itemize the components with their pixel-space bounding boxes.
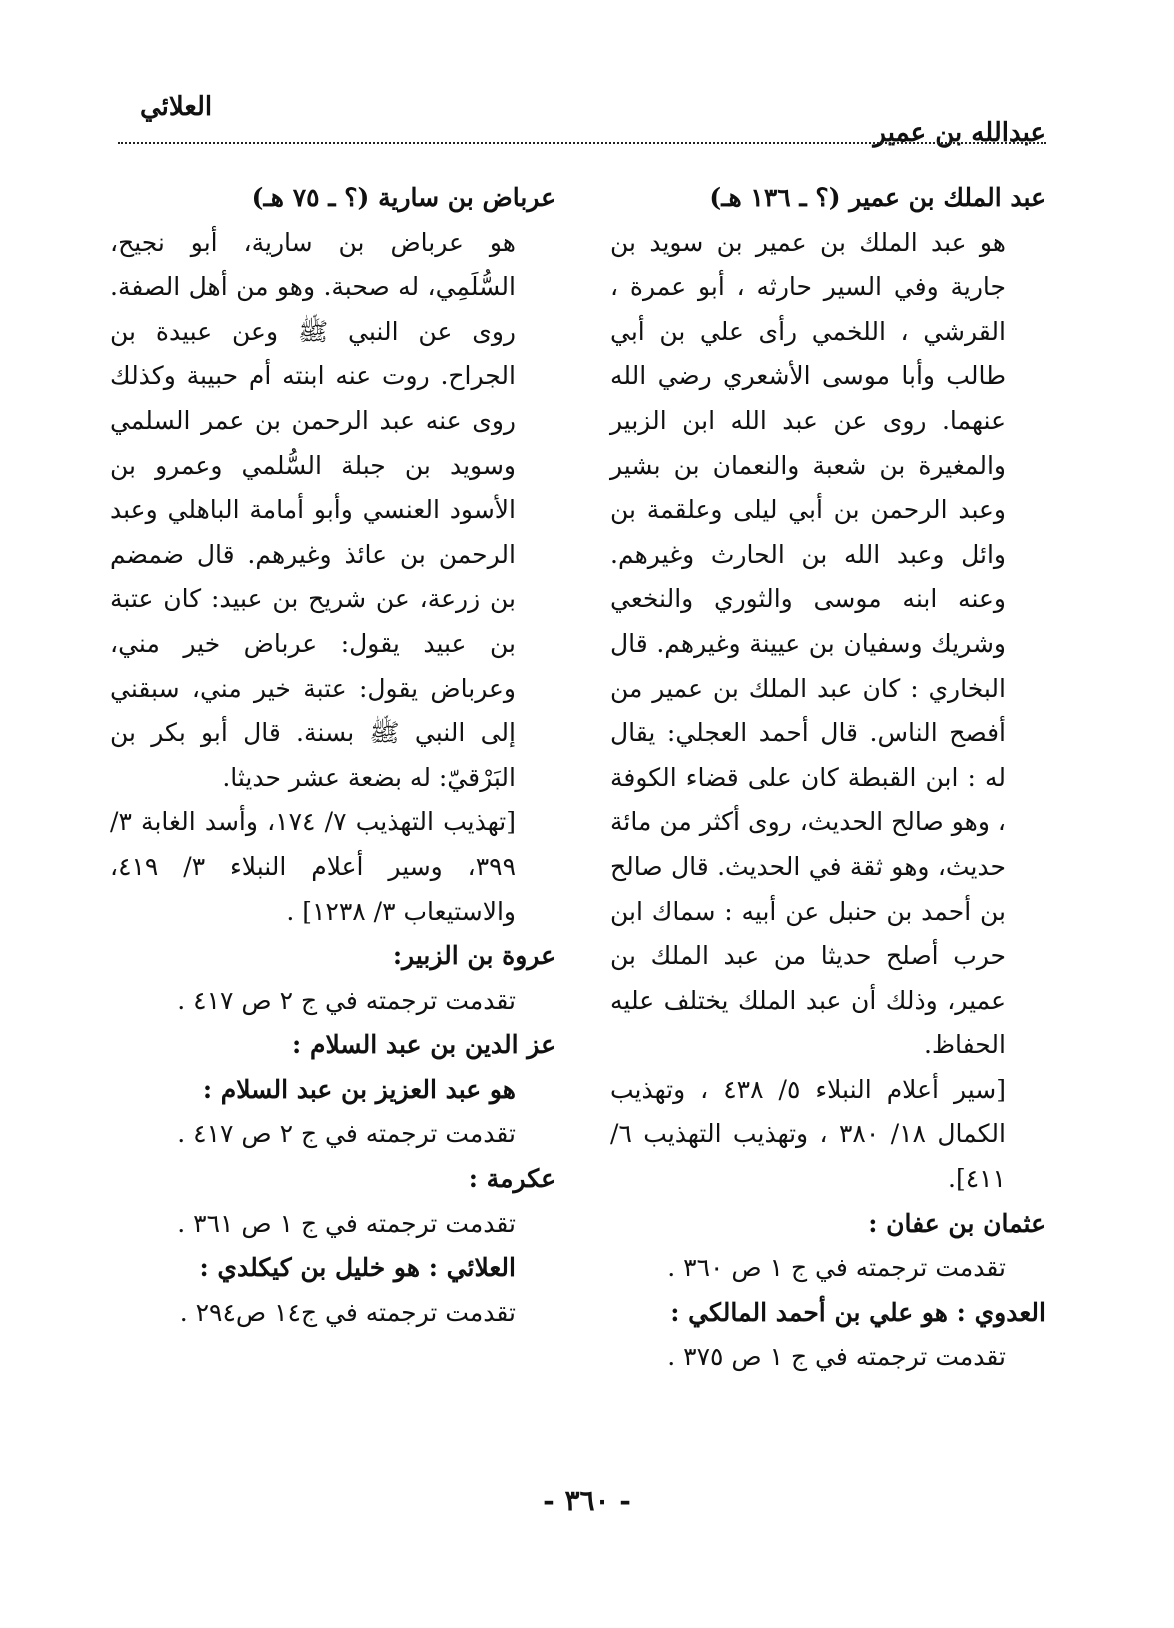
header-dotted-rule [118,142,1046,144]
entry-subheading: هو عبد العزيز بن عبد السلام : [202,1074,516,1104]
entry-body: هو عرباض بن سارية، أبو نجيح، السُّلَمِي، له صحبة. وهو من أهل الصفة. روى عن النبي ﷺ وعن عبيدة بن الجراح. روت عنه ابنته أم حبيبة وكذلك روى عنه عبد الرحمن بن عمر السلمي وسويد بن جبلة السُّلمي وعمرو بن الأسود العنسي وأبو أمامة الباهلي وعبد الرحمن بن عائذ وغيرهم. قال ضمضم بن زرعة، عن شريح بن عبيد: كان عتبة بن عبيد يقول: عرباض خير مني، وعرباض يقول: عتبة خير مني، سبقني إلى النبي ﷺ بسنة. قال أبو بكر بن البَرْقيّ: له بضعة عشر حديثا. [110,227,516,792]
entry-heading: عرباض بن سارية (؟ ـ ٧٥ هـ) [251,183,556,212]
cross-reference-note: تقدمت ترجمته في ج١٤ ص٢٩٤ . [179,1297,516,1327]
entry-heading: العدوي : هو علي بن أحمد المالكي : [670,1297,1046,1327]
cross-reference-note: تقدمت ترجمته في ج ٢ ص ٤١٧ . [177,1119,516,1149]
entry-heading: العلائي : هو خليل بن كيكلدي : [199,1253,516,1283]
entry-references: [تهذيب التهذيب ٧/ ١٧٤، وأسد الغابة ٣/ ٣٩٩، وسير أعلام النبلاء ٣/ ٤١٩، والاستيعاب ٣/ ١٢٣٨] . [110,807,517,926]
entry-heading: عكرمة : [468,1164,556,1194]
entry-heading: عروة بن الزبير: [392,941,556,971]
cross-reference-note: تقدمت ترجمته في ج ١ ص ٣٦١ . [177,1208,516,1238]
running-header-left: العلائي [140,92,213,122]
entry-references: [سير أعلام النبلاء ٥/ ٤٣٨ ، وتهذيب الكمال ١٨/ ٣٨٠ ، وتهذيب التهذيب ٦/ ٤١١]. [610,1074,1006,1194]
cross-reference-note: تقدمت ترجمته في ج ١ ص ٣٧٥ . [667,1342,1006,1372]
cross-reference-note: تقدمت ترجمته في ج ٢ ص ٤١٧ . [177,985,516,1015]
running-header-right: عبدالله بن عمير [873,118,1046,148]
entry-heading: عز الدين بن عبد السلام : [292,1030,556,1060]
entry-heading: عثمان بن عفان : [868,1208,1046,1238]
entry-body: هو عبد الملك بن عمير بن سويد بن جارية وفي السير حارثه ، أبو عمرة ، القرشي ، اللخمي رأى علي بن أبي طالب وأبا موسى الأشعري رضي الله عنهما. روى عن عبد الله ابن الزبير والمغيرة بن شعبة والنعمان بن بشير وعبد الرحمن بن أبي ليلى وعلقمة بن وائل وعبد الله بن الحارث وغيرهم. وعنه ابنه موسى والثوري والنخعي وشريك وسفيان بن عيينة وغيرهم. قال البخاري : كان عبد الملك بن عمير من أفصح الناس. قال أحمد العجلي: يقال له : ابن القبطة كان على قضاء الكوفة ، وهو صالح الحديث، روى أكثر من مائة حديث، وهو ثقة في الحديث. قال صالح بن أحمد بن حنبل عن أبيه : سماك ابن حرب أصلح حديثا من عبد الملك بن عمير، وذلك أن عبد الملك يختلف عليه الحفاظ. [610,227,1006,1060]
right-column [610,176,1046,1380]
left-column [110,176,556,1335]
page-number: - ٣٦٠ - [543,1484,631,1517]
cross-reference-note: تقدمت ترجمته في ج ١ ص ٣٦٠ . [667,1253,1006,1283]
entry-heading: عبد الملك بن عمير (؟ ـ ١٣٦ هـ) [709,183,1046,212]
